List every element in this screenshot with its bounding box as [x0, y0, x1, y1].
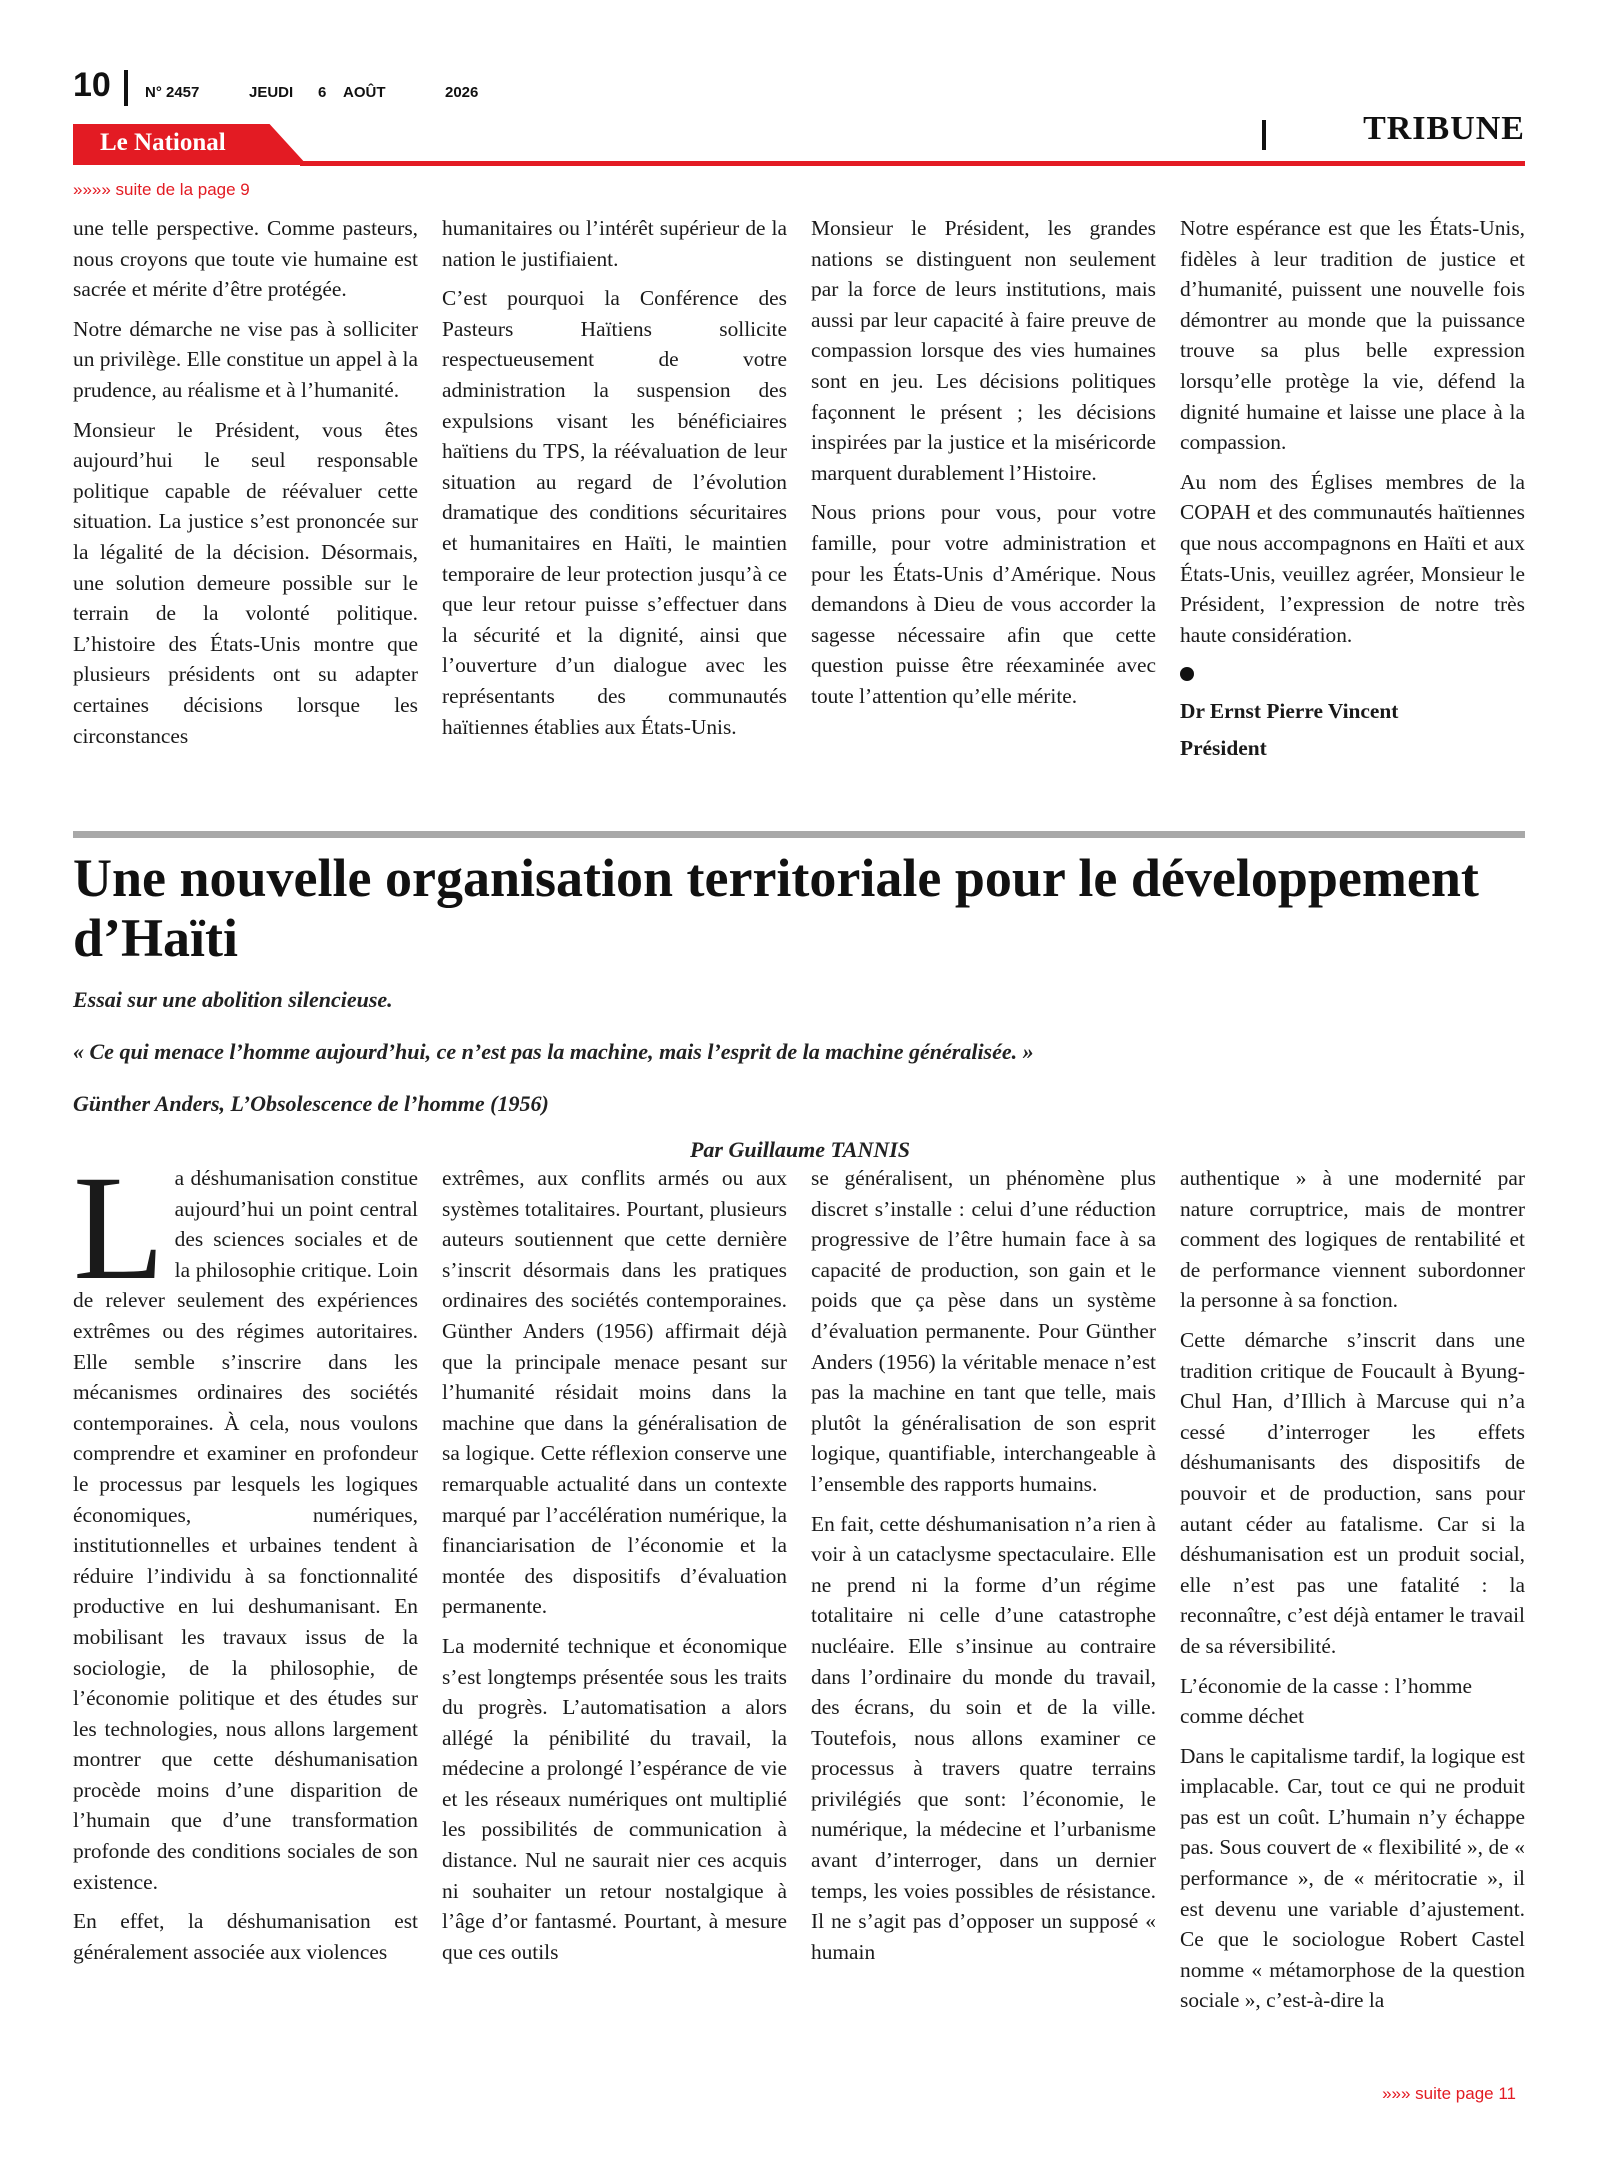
main-article-column-1	[73, 1145, 418, 1976]
section-title: TRIBUNE	[1363, 110, 1525, 147]
article-byline: Par Guillaume TANNIS	[689, 1137, 911, 1162]
continued-to-label: »»» suite page 11	[1382, 2084, 1516, 2103]
issue-number: N° 2457	[145, 84, 200, 101]
paragraph: se généralisent, un phénomène plus discret s’installe : celui d’une réduction progressive de l’être humain face à sa capacité de production, son gain et le poids que ça pèse dans un système d’évaluation permanente. Pour Günther Anders (1956) la véritable menace n’est pas la machine en tant que telle, mais plutôt la généralisation de son esprit logique, quantifiable, interchangeable à l’ensemble des rapports humains.	[811, 1166, 1156, 1496]
continued-from-label: »»»» suite de la page 9	[73, 180, 250, 199]
issue-day: JEUDI	[249, 84, 294, 101]
paragraph	[73, 1145, 418, 1897]
page-number: 10	[73, 66, 111, 104]
signature-title: Président	[1180, 735, 1267, 760]
main-article-column-2	[442, 1163, 787, 1976]
paragraph-text: a déshumanisation constitue aujourd’hui un point central des sciences sociales et de la philosophie critique. Loin de relever seulement des expériences extrêmes ou des régimes autoritaires. Elle semble s’inscrire dans les mécanismes ordinaires des sociétés contemporaines. À cela, nous voulons comprendre et examiner en profondeur le processus par lesquels les logiques économiques, numériques, institutionnelles et urbaines tendent à réduire l’individu à sa fonctionnalité productive en lui deshumanisant. En mobilisant les travaux issus de la sociologie, de la philosophie, de l’économie politique et des études sur les technologies, nous allons largement montrer que cette déshumanisation procède moins d’une disparition de l’humain que d’une transformation profonde des conditions sociales de son existence.	[73, 1166, 418, 1894]
article-headline: Une nouvelle organisation territoriale pour le développement d’Haïti	[73, 848, 1479, 968]
paragraph: une telle perspective. Comme pasteurs, nous croyons que toute vie humaine est sacrée et mérite d’être protégée.	[73, 216, 418, 302]
article-epigraph: « Ce qui menace l’homme aujourd’hui, ce n’est pas la machine, mais l’esprit de la machine généralisée. »	[73, 1039, 1034, 1064]
epigraph-source: Günther Anders, L’Obsolescence de l’homme (1956)	[73, 1091, 549, 1116]
top-article-column-4	[1180, 213, 1525, 763]
article-subtitle: Essai sur une abolition silencieuse.	[73, 987, 393, 1012]
paragraph: Notre démarche ne vise pas à solliciter un privilège. Elle constitue un appel à la prudence, au réalisme et à l’humanité.	[73, 316, 418, 402]
brand-name: Le National	[100, 129, 226, 156]
paragraph: Au nom des Églises membres de la COPAH et des communautés haïtiennes que nous accompagnons en Haïti et aux États-Unis, veuillez agréer, Monsieur le Président, l’expression de notre très haute considération.	[1180, 469, 1525, 647]
paragraph: Notre espérance est que les États-Unis, fidèles à leur tradition de justice et d’humanité, puissent une nouvelle fois démontrer au monde que la puissance trouve sa plus belle expression lorsqu’elle protège la vie, défend la dignité humaine et laisse une place à la compassion.	[1180, 216, 1525, 455]
article-separator	[73, 831, 1525, 838]
paragraph: Monsieur le Président, vous êtes aujourd’hui le seul responsable politique capable de réévaluer cette situation. La justice s’est prononcée sur la légalité de la décision. Désormais, une solution demeure possible sur le terrain de la volonté politique. L’histoire des États-Unis montre que plusieurs présidents ont su adapter certaines décisions lorsque les circonstances	[73, 417, 418, 748]
paragraph: authentique » à une modernité par nature corruptrice, mais de montrer comment des logiques de rentabilité et de performance viennent subordonner la personne à sa fonction.	[1180, 1166, 1525, 1313]
header-divider	[124, 70, 128, 106]
end-of-article-icon	[1180, 667, 1194, 681]
top-article-column-1	[73, 213, 418, 760]
main-article-column-4	[1180, 1163, 1525, 2025]
top-article-column-2	[442, 213, 787, 751]
paragraph: humanitaires ou l’intérêt supérieur de la nation le justifiaient.	[442, 216, 787, 271]
paragraph: C’est pourquoi la Conférence des Pasteurs Haïtiens sollicite respectueusement de votre administration la suspension des expulsions visant les bénéficiaires haïtiens du TPS, la réévaluation de leur situation au regard de l’évolution dramatique des conditions sécuritaires et humanitaires en Haïti, le maintien temporaire de leur protection jusqu’à ce que leur retour puisse s’effectuer dans la sécurité et la dignité, ainsi que l’ouverture d’un dialogue avec les représentants des communautés haïtiennes établies aux États-Unis.	[442, 286, 787, 739]
signature-name: Dr Ernst Pierre Vincent	[1180, 698, 1399, 723]
paragraph: Nous prions pour vous, pour votre famille, pour votre administration et pour les États-Unis d’Amérique. Nous demandons à Dieu de vous accorder la sagesse nécessaire afin que cette question puisse être réexaminée avec toute l’attention qu’elle mérite.	[811, 500, 1156, 708]
drop-cap: L	[73, 1145, 165, 1311]
issue-date-num: 6	[318, 84, 327, 101]
paragraph: Dans le capitalisme tardif, la logique est implacable. Car, tout ce qui ne produit pas est un coût. L’humain n’y échappe pas. Sous couvert de « flexibilité », de « performance », de « méritocratie », il est devenu une variable d’ajustement. Ce que le sociologue Robert Castel nomme « métamorphose de la question sociale », c’est-à-dire la	[1180, 1743, 1525, 2013]
issue-month: AOÛT	[343, 84, 386, 101]
paragraph: La modernité technique et économique s’est longtemps présentée sous les traits du progrès. L’automatisation a alors allégé la pénibilité du travail, la médecine a prolongé l’espérance de vie et les réseaux numériques ont multiplié les possibilités de communication à distance. Nul ne saurait nier ces acquis ni souhaiter un retour nostalgique à l’âge d’or fantasmé. Pourtant, à mesure que ces outils	[442, 1633, 787, 1964]
header-red-rule	[300, 161, 1525, 166]
paragraph: Monsieur le Président, les grandes nations se distinguent non seulement par la force de leurs institutions, mais aussi par leur capacité à faire preuve de compassion lorsque des vies humaines sont en jeu. Les décisions politiques façonnent le présent ; les décisions inspirées par la justice et la miséricorde marquent durablement l’Histoire.	[811, 216, 1156, 485]
section-divider	[1262, 120, 1266, 150]
paragraph: En effet, la déshumanisation est généralement associée aux violences	[73, 1909, 418, 1964]
top-article-column-3	[811, 213, 1156, 721]
issue-year: 2026	[445, 84, 479, 101]
paragraph: En fait, cette déshumanisation n’a rien à voir à un cataclysme spectaculaire. Elle ne prend ni la forme d’un régime totalitaire ni celle d’une catastrophe nucléaire. Elle s’insinue au contraire dans l’ordinaire du monde du travail, des écrans, du soin et de la ville. Toutefois, nous allons examiner ce processus à travers quatre terrains privilégiés que sont: l’économie, le numérique, la médecine et l’urbanisme avant d’interroger, dans un dernier temps, les voies possibles de résistance. Il ne s’agit pas d’opposer un supposé « humain	[811, 1511, 1156, 1964]
main-article-column-3	[811, 1163, 1156, 1976]
section-subheading: L’économie de la casse : l’homme comme déchet	[1180, 1673, 1473, 1729]
paragraph: Cette démarche s’inscrit dans une tradition critique de Foucault à Byung-Chul Han, d’Illich à Marcuse qui n’a cessé d’interroger les effets déshumanisants des dispositifs de pouvoir et de production, sans pour autant céder au fatalisme. Car si la déshumanisation est un produit social, elle n’est pas une fatalité : la reconnaître, c’est déjà entamer le travail de sa réversibilité.	[1180, 1327, 1525, 1658]
paragraph: extrêmes, aux conflits armés ou aux systèmes totalitaires. Pourtant, plusieurs auteurs soutiennent que cette dernière s’inscrit désormais dans les pratiques ordinaires des sociétés contemporaines. Günther Anders (1956) affirmait déjà que la principale menace pesant sur l’humanité résidait moins dans la machine que dans la généralisation de sa logique. Cette réflexion conserve une remarquable actualité dans un contexte marqué par l’accélération numérique, la financiarisation de l’économie et la montée des dispositifs d’évaluation permanente.	[442, 1166, 787, 1619]
